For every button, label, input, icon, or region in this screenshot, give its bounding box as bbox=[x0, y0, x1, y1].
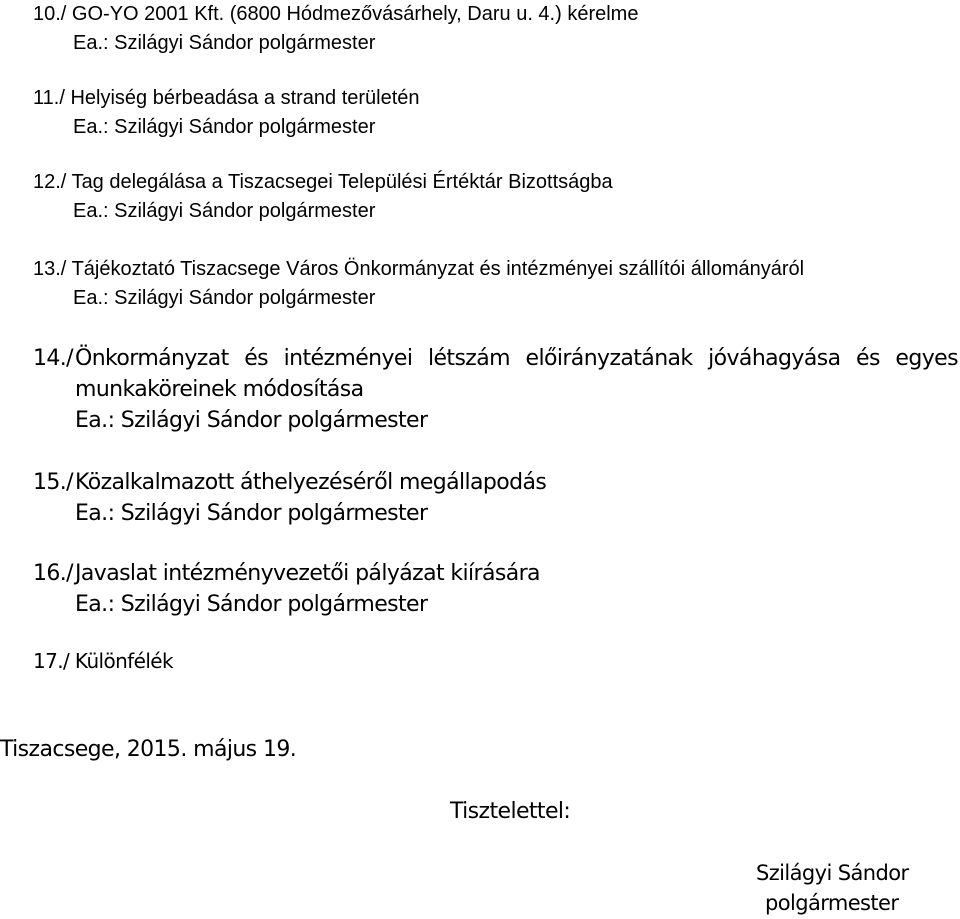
closing-salutation: Tisztelettel: bbox=[450, 799, 571, 824]
title-word: előirányzatának bbox=[525, 346, 693, 371]
agenda-item-17 bbox=[33, 651, 173, 671]
item-presenter: Ea.: Szilágyi Sándor polgármester bbox=[75, 501, 428, 526]
title-word: és bbox=[856, 346, 880, 371]
item-number: 15./ bbox=[33, 470, 73, 495]
title-word: Önkormányzat bbox=[75, 346, 229, 371]
item-number: 10./ bbox=[33, 3, 67, 25]
item-number: 16./ bbox=[33, 561, 73, 586]
item-presenter: Ea.: Szilágyi Sándor polgármester bbox=[75, 592, 428, 617]
agenda-item-14-title-line1 bbox=[75, 348, 958, 370]
item-title: Különfélék bbox=[74, 649, 173, 673]
item-presenter: Ea.: Szilágyi Sándor polgármester bbox=[73, 287, 376, 309]
title-word: létszám bbox=[427, 346, 510, 371]
signer-name: Szilágyi Sándor bbox=[756, 861, 909, 885]
title-word: egyes bbox=[895, 346, 958, 371]
place-date: Tiszacsege, 2015. május 19. bbox=[0, 737, 297, 762]
item-title: Helyiség bérbeadása a strand területén bbox=[70, 87, 420, 109]
item-title: Javaslat intézményvezetői pályázat kiírására bbox=[75, 561, 540, 586]
agenda-item-14-title-line2: munkaköreinek módosítása bbox=[75, 377, 364, 402]
agenda-item-11 bbox=[33, 88, 420, 108]
agenda-item-10 bbox=[33, 4, 638, 24]
title-word: intézményei bbox=[283, 346, 413, 371]
item-title: Tájékoztató Tiszacsege Város Önkormányzat és intézményei szállítói állományáról bbox=[71, 258, 805, 280]
title-word: jóváhagyása bbox=[708, 346, 841, 371]
item-number: 13./ bbox=[33, 258, 67, 280]
item-title: Közalkalmazott áthelyezéséről megállapodás bbox=[75, 470, 547, 495]
item-presenter: Ea.: Szilágyi Sándor polgármester bbox=[73, 116, 376, 138]
agenda-item-13 bbox=[33, 259, 804, 279]
item-title: GO-YO 2001 Kft. (6800 Hódmezővásárhely, Daru u. 4.) kérelme bbox=[71, 3, 639, 25]
item-presenter: Ea.: Szilágyi Sándor polgármester bbox=[73, 32, 376, 54]
item-presenter: Ea.: Szilágyi Sándor polgármester bbox=[75, 408, 428, 433]
item-number: 11./ bbox=[33, 87, 65, 109]
title-word: és bbox=[244, 346, 269, 371]
signer-title: polgármester bbox=[765, 891, 899, 915]
item-number: 12./ bbox=[33, 171, 67, 193]
item-title: Tag delegálása a Tiszacsegei Települési Értéktár Bizottságba bbox=[71, 171, 613, 193]
agenda-item-12 bbox=[33, 172, 613, 192]
item-presenter: Ea.: Szilágyi Sándor polgármester bbox=[73, 200, 376, 222]
item-number: 14./ bbox=[33, 346, 73, 371]
item-number: 17./ bbox=[33, 649, 70, 673]
